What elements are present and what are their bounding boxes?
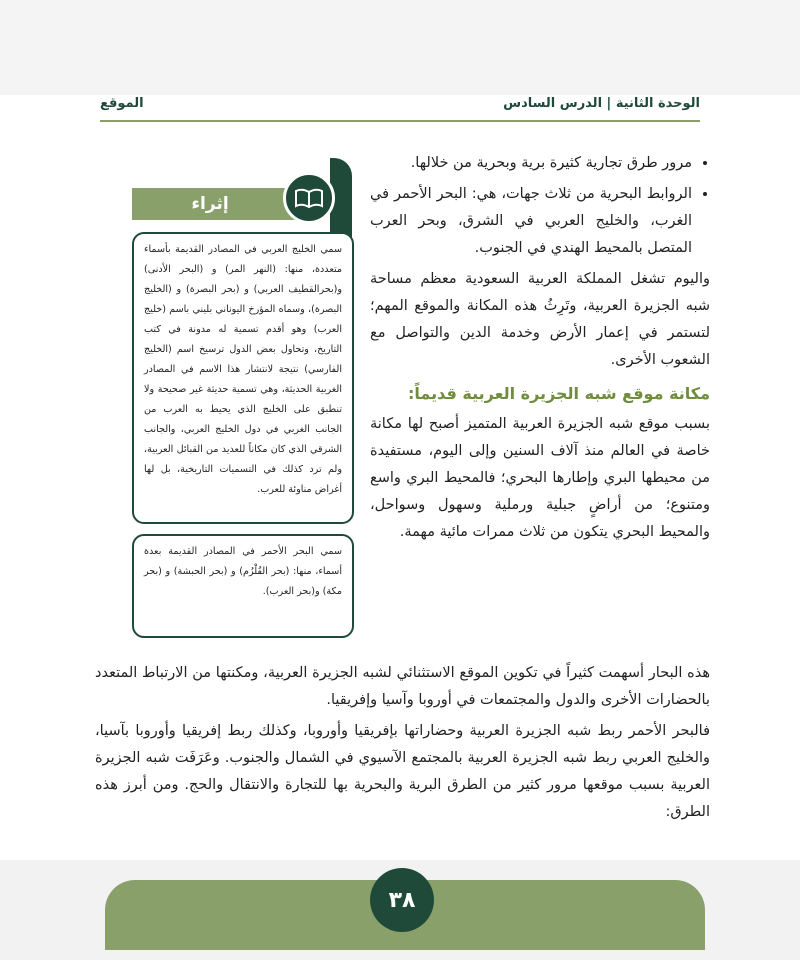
enrichment-box-red-sea	[132, 534, 354, 638]
main-column	[370, 150, 710, 550]
bullet-list	[370, 150, 710, 262]
enrichment-box-gulf	[132, 232, 354, 524]
paragraph: بسبب موقع شبه الجزيرة العربية المتميز أصبح لها مكانة خاصة في العالم منذ آلاف السنين وإلى اليوم، مستفيدة من محيطها البري وإطارها البحري؛ فالمحيط البري واسع ومتنوع؛ من أراضٍ جبلية ورملية وسهول وسواحل، والمحيط البحري يتكون من ثلاث ممرات مائية مهمة.	[370, 416, 710, 540]
enrichment-badge	[283, 172, 335, 224]
paragraph: فالبحر الأحمر ربط شبه الجزيرة العربية وحضاراتها بإفريقيا وأوروبا، وكذلك ربط إفريقيا وأوروبا بآسيا، والخليج العربي ربط شبه الجزيرة العربية بالمجتمع الآسيوي في الشمال والجنوب. وعَرَفَت شبه الجزيرة العربية بسبب موقعها مرور كثير من الطرق البرية والبحرية بها للتجارة والانتقال والحج. ومن أبرز هذه الطرق:	[95, 723, 710, 820]
book-icon	[294, 187, 324, 209]
enrichment-title: إثراء	[191, 194, 229, 214]
paragraph: هذه البحار أسهمت كثيراً في تكوين الموقع الاستثنائي لشبه الجزيرة العربية، ومكنتها من الارتباط المتعدد بالحضارات الأخرى والدول والمجتمعات في أوروبا وآسيا وإفريقيا.	[95, 665, 710, 708]
decorative-calligraphy-background-top	[0, 0, 800, 95]
list-item: • الروابط البحرية من ثلاث جهات، هي: البحر الأحمر في الغرب، والخليج العربي في الشرق، وبحر العرب المتصل بالمحيط الهندي في الجنوب.	[370, 181, 692, 262]
enrichment-text: سمي البحر الأحمر في المصادر القديمة بعدة أسماء، منها: (بحر القُلْزُم) و (بحر الحبشة) و (بحر مكة) و(بحر العرب).	[144, 546, 342, 597]
list-item: • مرور طرق تجارية كثيرة برية وبحرية من خلالها.	[370, 150, 692, 177]
page-number: ٣٨	[370, 868, 434, 932]
topic-label: الموقع	[100, 96, 144, 111]
unit-lesson-label: الوحدة الثانية | الدرس السادس	[503, 96, 700, 111]
section-heading: مكانة موقع شبه الجزيرة العربية قديماً:	[407, 384, 710, 403]
page-header	[100, 96, 700, 118]
enrichment-text: سمي الخليج العربي في المصادر القديمة بأسماء متعددة، منها: (النهر المر) و (البحر الأدنى) و(بحرالقطيف العربي) و (بحر البصرة) و (الخليج البصرة)، وسماه المؤرخ اليوناني بليني باسم (خليج العرب) وهو أقدم تسمية له مدونة في كتب التاريخ، وتحاول بعض الدول ترسيخ اسم (الخليج الفارسي) نتيجة لانتشار هذا الاسم في المصادر الغربية الحديثة، وهي تسمية حديثة غير صحيحة ولا تنطبق على الخليج الذي يحيط به العرب من الجانب الغربي في دول الخليج العربي، والجانب الشرقي الذي كان مكاناً للعديد من القبائل العربية، ولم ترد كذلك في التسميات التاريخية، بل لها أغراض مناوئة للعرب.	[144, 244, 342, 495]
paragraph: واليوم تشغل المملكة العربية السعودية معظم مساحة شبه الجزيرة العربية، وتَرِثُ هذه المكانة والموقع المهم؛ لتستمر في إعمار الأرض وخدمة الدين والتواصل مع الشعوب الأخرى.	[370, 271, 710, 368]
header-divider	[100, 120, 700, 122]
full-width-text	[95, 660, 710, 830]
